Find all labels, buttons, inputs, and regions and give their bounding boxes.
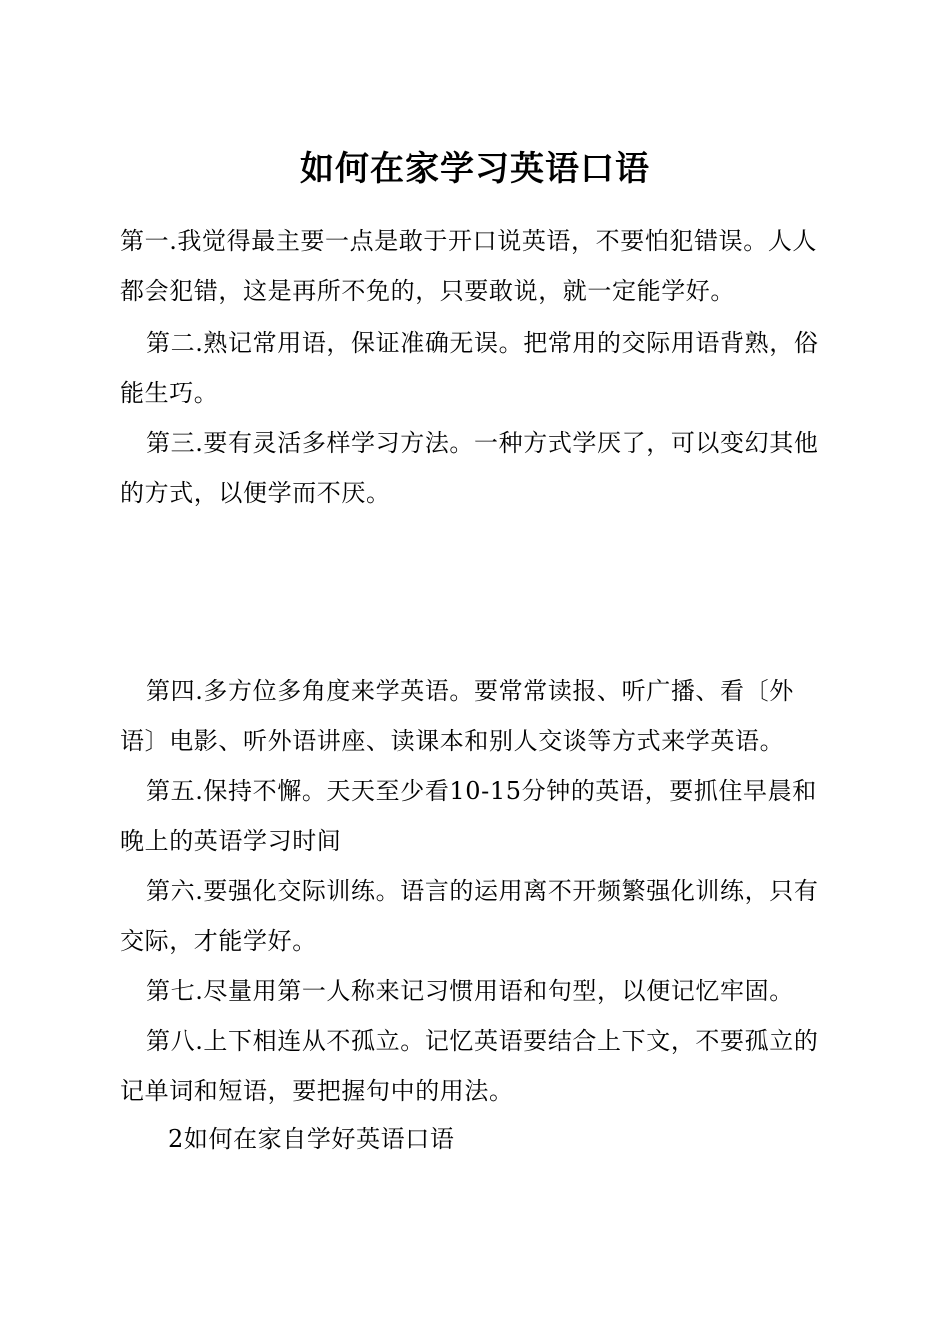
section-heading: 2如何在家自学好英语口语 [168, 1125, 455, 1153]
paragraph-5: 第五.保持不懈。天天至少看10-15分钟的英语，要抓住早晨和晚上的英语学习时间 [120, 777, 817, 855]
paragraph-7: 第七.尽量用第一人称来记习惯用语和句型，以便记忆牢固。 [146, 977, 794, 1005]
paragraph-2: 第二.熟记常用语，保证准确无误。把常用的交际用语背熟，俗能生巧。 [120, 329, 819, 407]
paragraph-3: 第三.要有灵活多样学习方法。一种方式学厌了，可以变幻其他的方式，以便学而不厌。 [120, 429, 819, 507]
document-title: 如何在家学习英语口语 [300, 149, 650, 189]
paragraph-1: 第一.我觉得最主要一点是敢于开口说英语，不要怕犯错误。人人都会犯错，这是再所不免的，只要敢说，就一定能学好。 [120, 227, 818, 305]
paragraph-8: 第八.上下相连从不孤立。记忆英语要结合上下文，不要孤立的记单词和短语，要把握句中的用法。 [120, 1027, 819, 1105]
paragraph-4: 第四.多方位多角度来学英语。要常常读报、听广播、看〔外语〕电影、听外语讲座、读课本和别人交谈等方式来学英语。 [120, 677, 794, 755]
paragraph-6: 第六.要强化交际训练。语言的运用离不开频繁强化训练，只有交际，才能学好。 [120, 877, 819, 955]
